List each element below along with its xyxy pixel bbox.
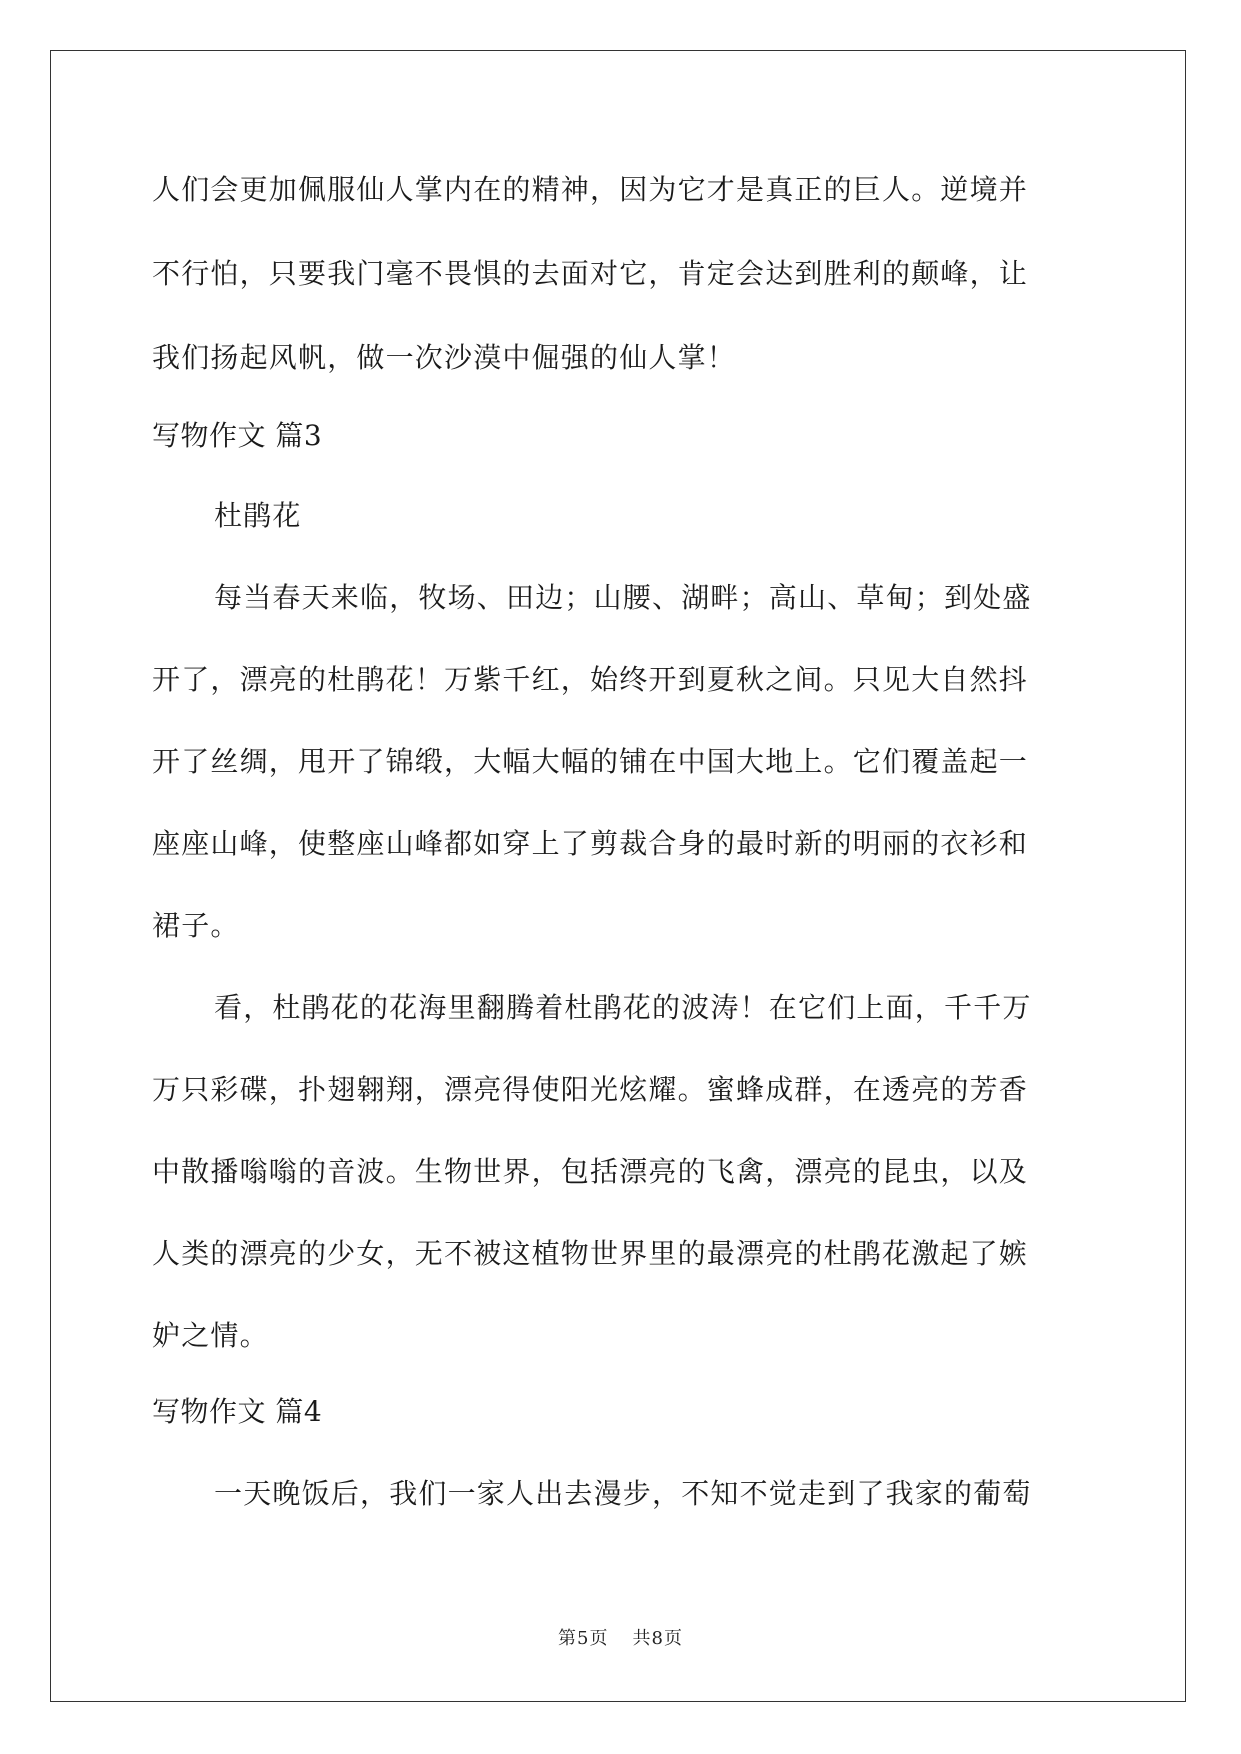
- page-border: [50, 50, 1186, 1702]
- essay-title: 杜鹃花: [214, 499, 302, 532]
- paragraph-line: 我们扬起风帆，做一次沙漠中倔强的仙人掌！: [152, 341, 737, 374]
- page-number-total: 共8页: [632, 1628, 683, 1649]
- paragraph-line: 裙子。: [152, 909, 240, 942]
- section-heading: 写物作文 篇4: [152, 1395, 323, 1428]
- section-heading: 写物作文 篇3: [152, 419, 323, 452]
- page-footer: [0, 1624, 1241, 1650]
- paragraph-line: 不行怕，只要我门毫不畏惧的去面对它，肯定会达到胜利的颠峰，让: [152, 257, 1029, 290]
- paragraph-line: 妒之情。: [152, 1319, 269, 1352]
- paragraph-line: 开了丝绸，甩开了锦缎，大幅大幅的铺在中国大地上。它们覆盖起一: [152, 745, 1029, 778]
- paragraph-line: 人们会更加佩服仙人掌内在的精神，因为它才是真正的巨人。逆境并: [152, 173, 1029, 206]
- paragraph-line: 万只彩碟，扑翅翱翔，漂亮得使阳光炫耀。蜜蜂成群，在透亮的芳香: [152, 1073, 1029, 1106]
- paragraph-line: 看，杜鹃花的花海里翻腾着杜鹃花的波涛！在它们上面，千千万: [214, 991, 1032, 1024]
- page-number-current: 第5页: [558, 1628, 609, 1649]
- paragraph-line: 一天晚饭后，我们一家人出去漫步，不知不觉走到了我家的葡萄: [214, 1477, 1032, 1510]
- paragraph-line: 中散播嗡嗡的音波。生物世界，包括漂亮的飞禽，漂亮的昆虫，以及: [152, 1155, 1029, 1188]
- paragraph-line: 每当春天来临，牧场、田边；山腰、湖畔；高山、草甸；到处盛: [214, 581, 1032, 614]
- paragraph-line: 开了，漂亮的杜鹃花！万紫千红，始终开到夏秋之间。只见大自然抖: [152, 663, 1029, 696]
- paragraph-line: 人类的漂亮的少女，无不被这植物世界里的最漂亮的杜鹃花激起了嫉: [152, 1237, 1029, 1270]
- paragraph-line: 座座山峰，使整座山峰都如穿上了剪裁合身的最时新的明丽的衣衫和: [152, 827, 1029, 860]
